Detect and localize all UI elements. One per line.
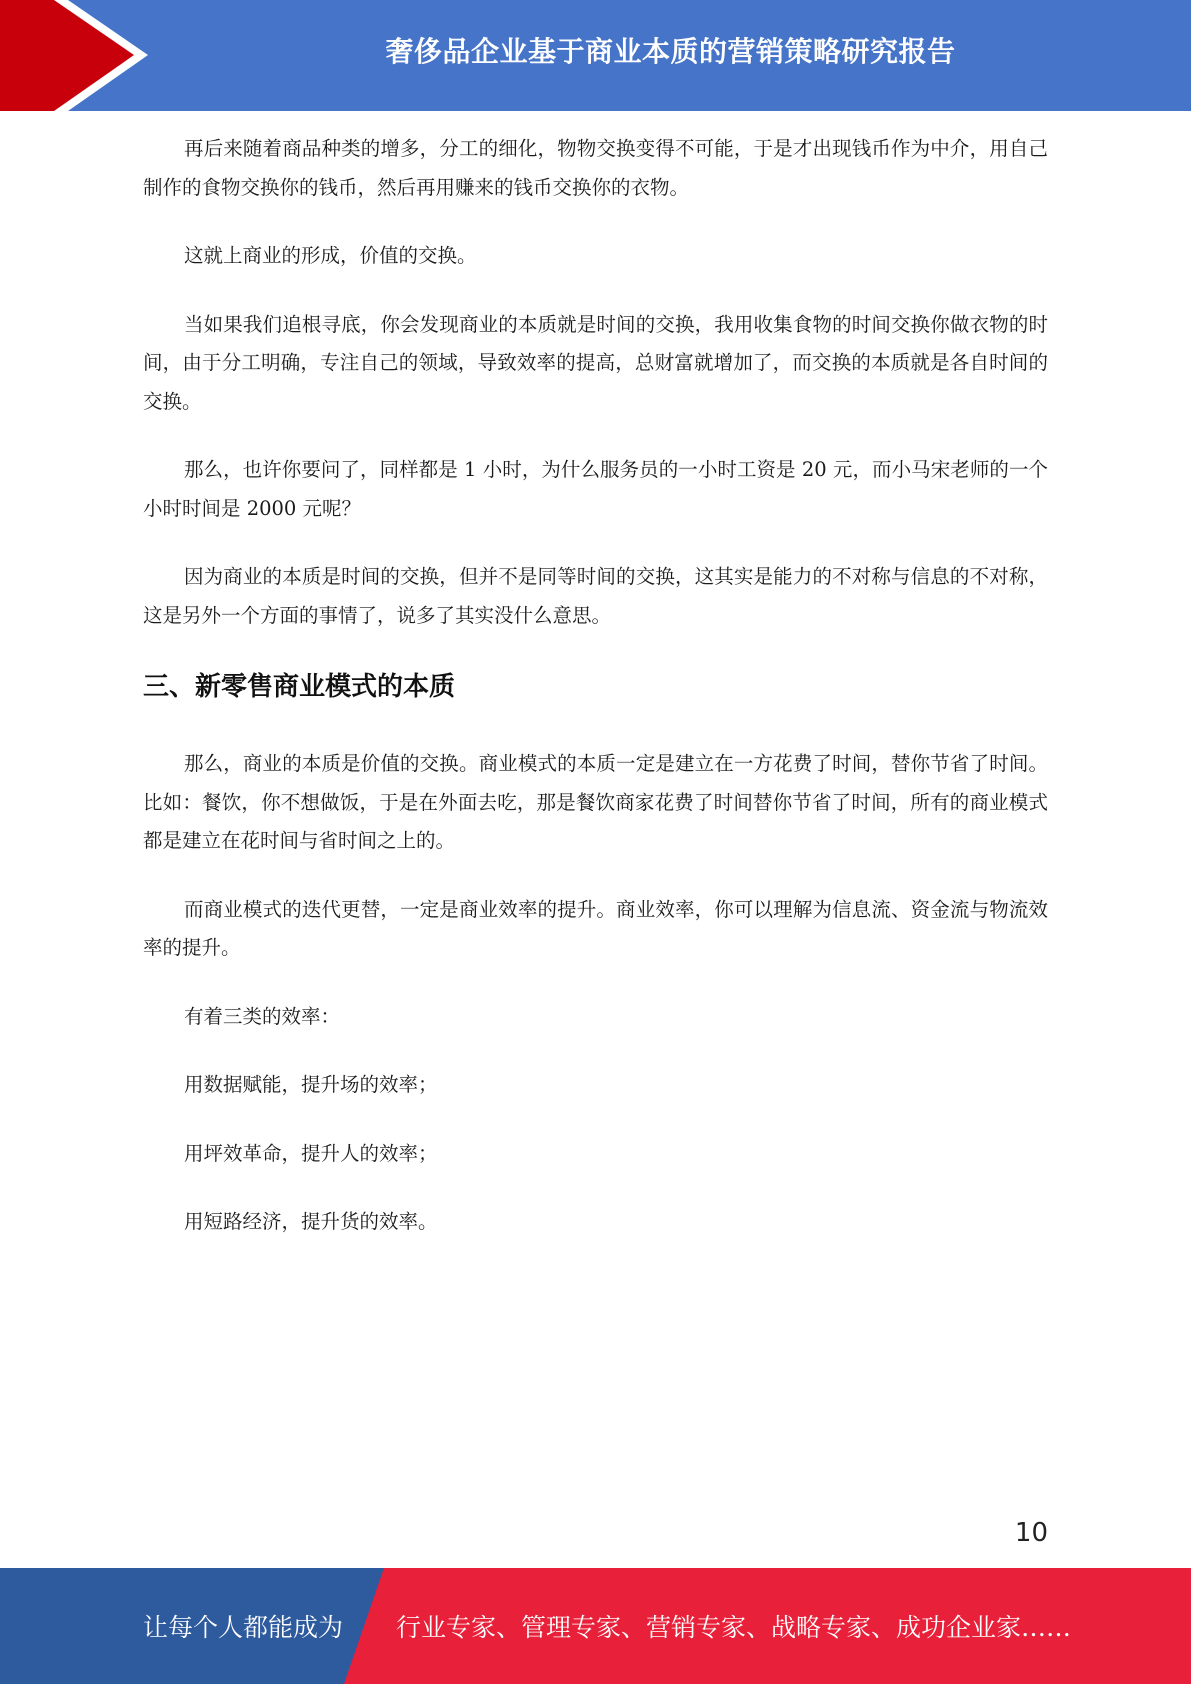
body-paragraph: 用短路经济，提升货的效率。 (184, 1210, 438, 1233)
footer-slogan-right: 行业专家、管理专家、营销专家、战略专家、成功企业家…… (396, 1613, 1072, 1642)
body-paragraph: 用数据赋能，提升场的效率； (184, 1073, 438, 1096)
section-heading: 三、新零售商业模式的本质 (143, 672, 456, 702)
header-title: 奢侈品企业基于商业本质的营销策略研究报告 (385, 35, 956, 68)
body-paragraph: 而商业模式的迭代更替，一定是商业效率的提升。商业效率，你可以理解为信息流、资金流与物流效率的提升。 (143, 897, 1048, 959)
page-number: 10 (1014, 1518, 1048, 1548)
body-paragraph: 再后来随着商品种类的增多，分工的细化，物物交换变得不可能，于是才出现钱币作为中介，用自己制作的食物交换你的钱币，然后再用赚来的钱币交换你的衣物。 (143, 137, 1048, 199)
body-paragraph: 那么，也许你要问了，同样都是 1 小时，为什么服务员的一小时工资是 20 元，而小马宋老师的一个小时时间是 2000 元呢？ (143, 458, 1048, 520)
body-paragraph: 那么，商业的本质是价值的交换。商业模式的本质一定是建立在一方花费了时间，替你节省了时间。比如：餐饮，你不想做饭，于是在外面去吃，那是餐饮商家花费了时间替你节省了时间，所有的商业模式都是建立在花时间与省时间之上的。 (143, 752, 1048, 852)
body-paragraph: 用坪效革命，提升人的效率； (184, 1141, 438, 1165)
body-paragraph: 这就上商业的形成，价值的交换。 (184, 244, 477, 267)
document-body (143, 130, 1048, 1272)
body-paragraph: 因为商业的本质是时间的交换，但并不是同等时间的交换，这其实是能力的不对称与信息的不对称，这是另外一个方面的事情了，说多了其实没什么意思。 (143, 565, 1048, 627)
page-footer (0, 1568, 1191, 1684)
body-paragraph: 当如果我们追根寻底，你会发现商业的本质就是时间的交换，我用收集食物的时间交换你做衣物的时间，由于分工明确，专注自己的领域，导致效率的提高，总财富就增加了，而交换的本质就是各自时间的交换。 (143, 312, 1048, 413)
page-header (0, 0, 1191, 111)
body-paragraph: 有着三类的效率： (184, 1004, 341, 1028)
footer-slogan-left: 让每个人都能成为 (143, 1613, 344, 1642)
